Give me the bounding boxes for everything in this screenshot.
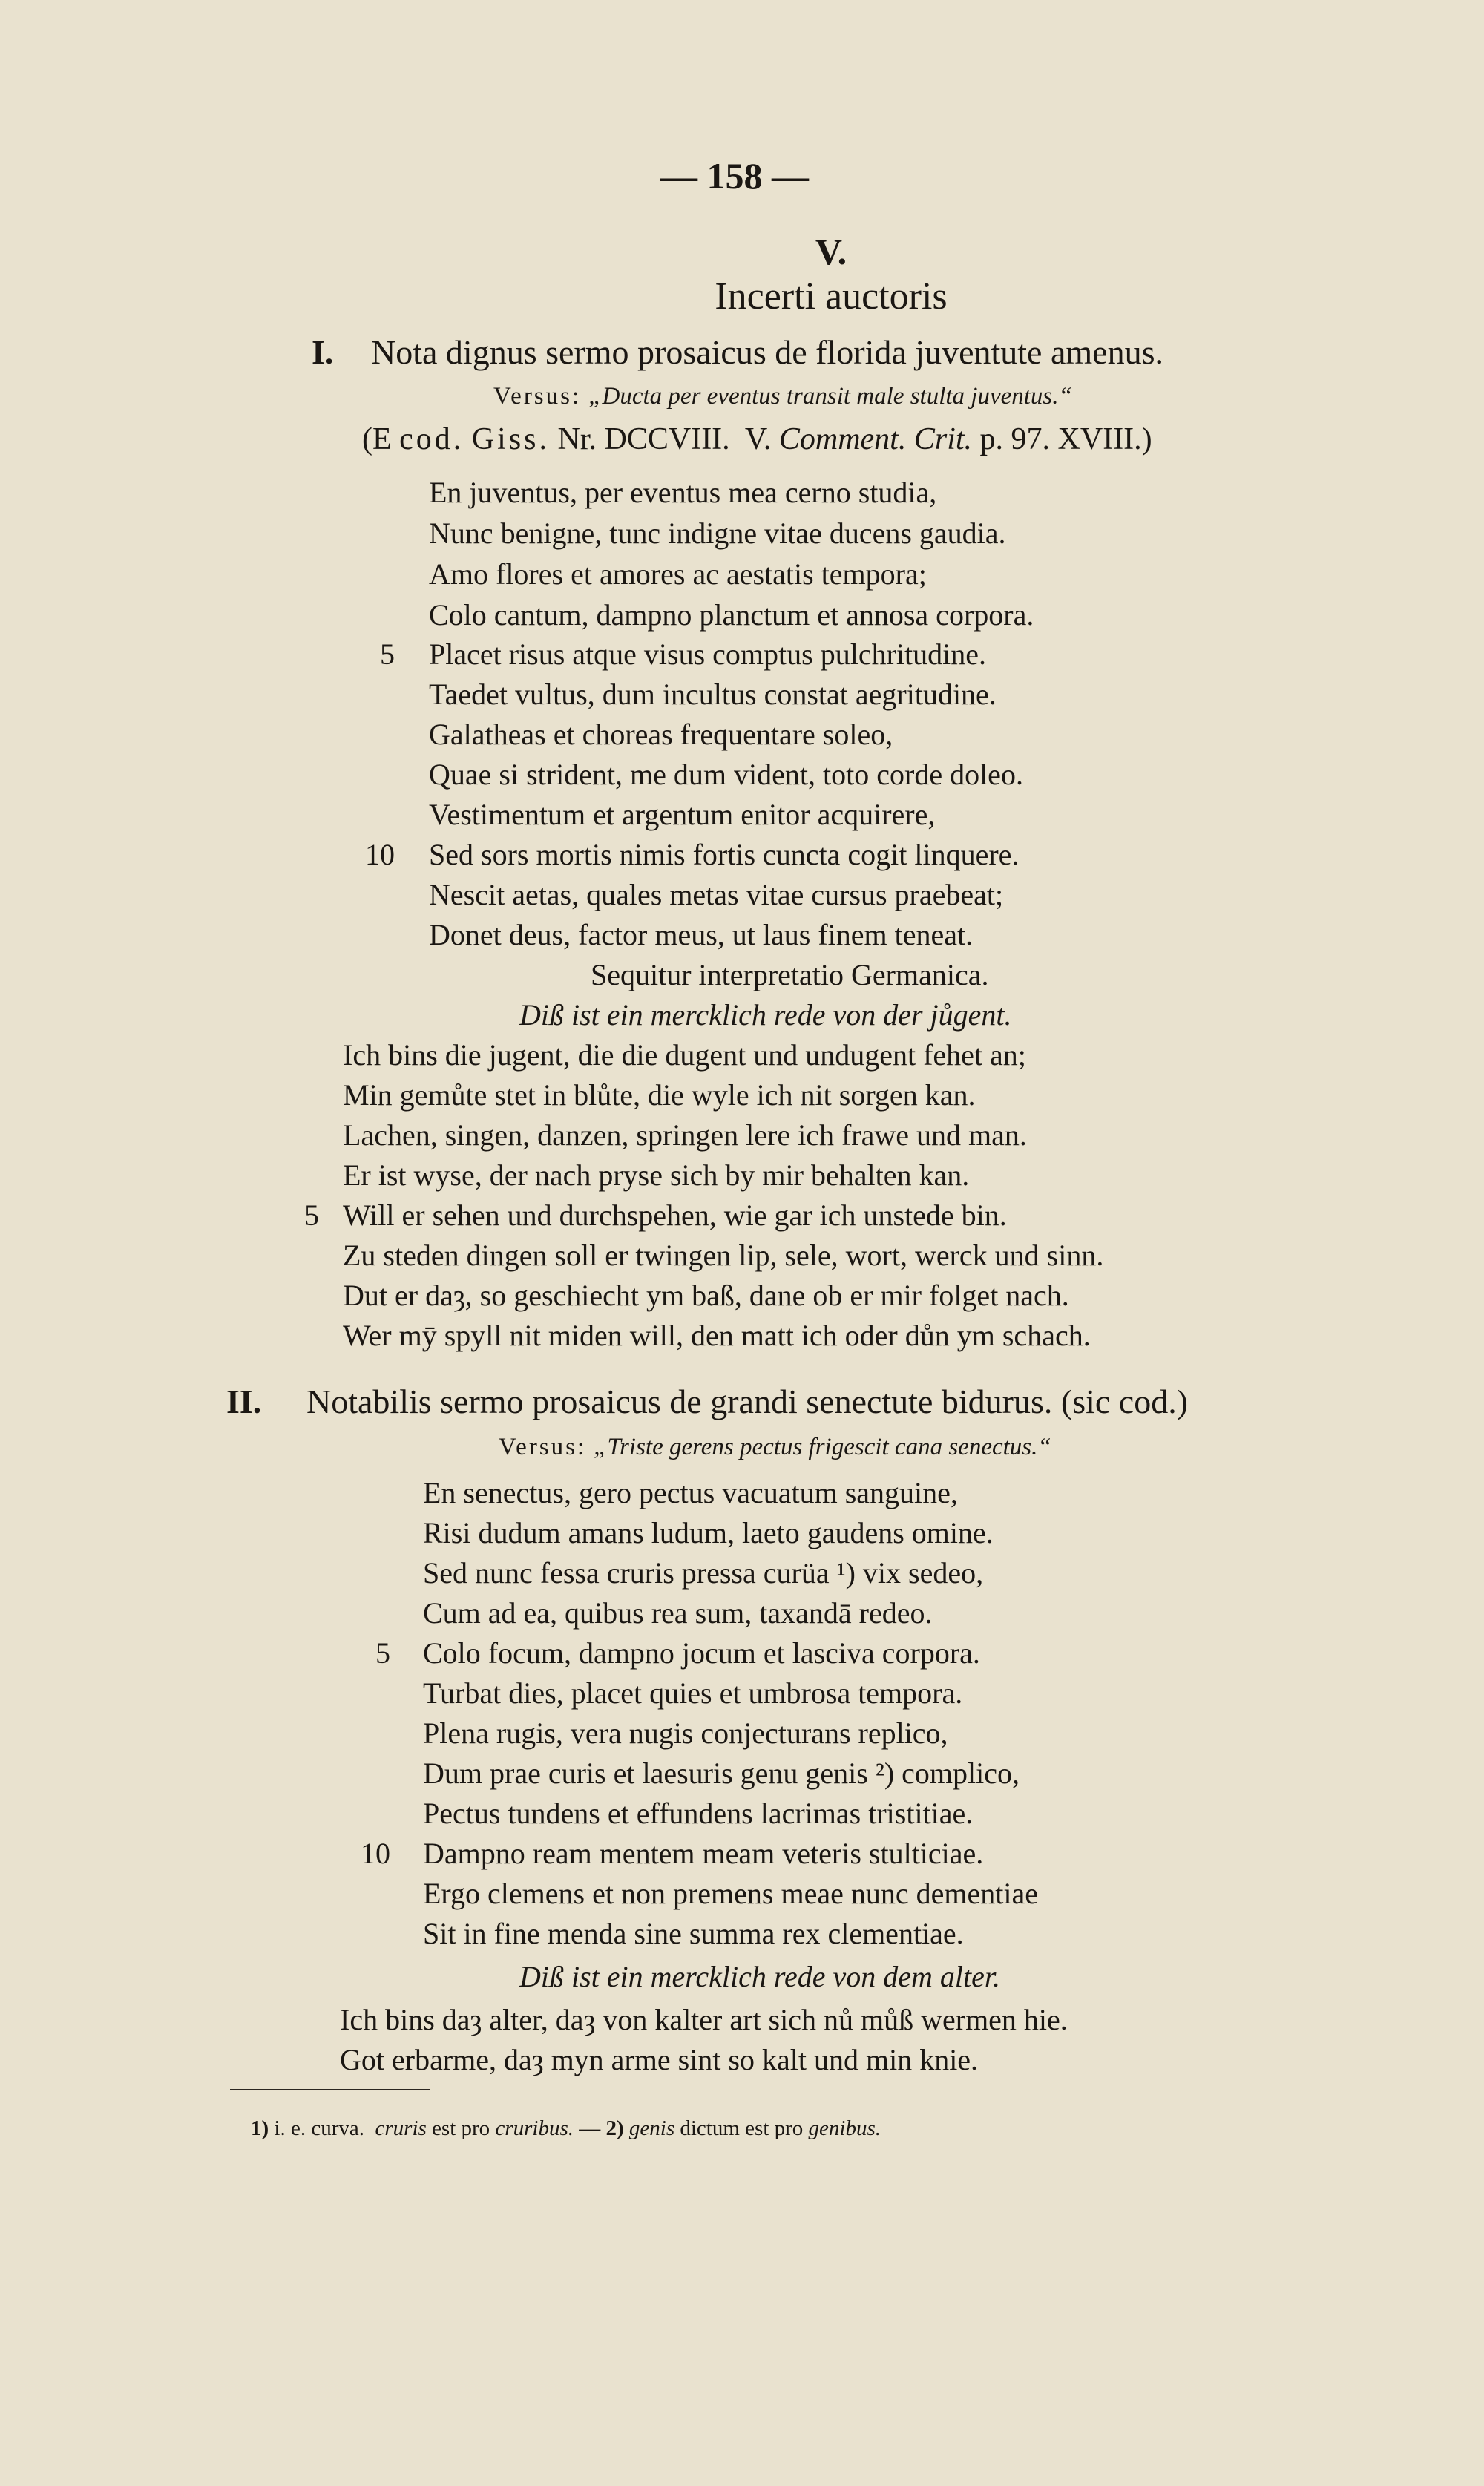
latin-line: Vestimentum et argentum enitor acquirere, [429,798,936,831]
latin-line: Placet risus atque visus comptus pulchritudine. [429,637,986,671]
part1-versus [493,383,1072,410]
german-line: Ich bins die jugent, die die dugent und undugent fehet an; [343,1038,1026,1072]
part2-heading-text: Notabilis sermo prosaicus de grandi senectute bidurus. (sic cod.) [306,1383,1189,1420]
part1-heading [312,332,1163,372]
source-number: DCCVIII. [604,422,730,456]
latin-line: Dampno ream mentem meam veteris stulticiae. [423,1837,984,1870]
footnote-rule [230,2089,430,2090]
latin-line: Donet deus, factor meus, ut laus finem teneat. [429,918,974,951]
latin-line: Nescit aetas, quales metas vitae cursus praebeat; [429,878,1004,911]
line-number: 5 [304,1198,319,1232]
footnote-2-text: dictum est pro [680,2116,804,2140]
latin-line: En juventus, per eventus mea cerno studia, [429,476,937,509]
interpretatio-heading: Sequitur interpretatio Germanica. [591,958,989,991]
latin-line: Turbat dies, placet quies et umbrosa tempora. [423,1676,963,1710]
source-open: (E [362,422,392,456]
latin-line: En senectus, gero pectus vacuatum sanguine, [423,1476,958,1509]
latin-line: Quae si strident, me dum vident, toto corde doleo. [429,758,1023,791]
part2-heading [226,1382,1188,1421]
source-v: V. [744,422,772,456]
source-comment: Comment. Crit. [778,422,973,456]
part2-versus-text: „Triste gerens pectus frigescit cana senectus.“ [594,1434,1051,1460]
footnote-2-term: genis [628,2116,675,2140]
footnote-2-marker: 2) [605,2116,624,2140]
german-line: Lachen, singen, danzen, springen lere ich frawe und man. [343,1118,1027,1152]
source-cod: cod. [399,422,464,456]
footnote-1-marker: 1) [251,2116,269,2140]
source-page: p. 97. [979,422,1051,456]
latin-line: Taedet vultus, dum incultus constat aegritudine. [429,678,997,711]
section-numeral: V. [815,231,847,272]
latin-line: Nunc benigne, tunc indigne vitae ducens gaudia. [429,516,1006,550]
german-line: Min gemůte stet in blůte, die wyle ich nit sorgen kan. [343,1078,976,1112]
footnote-1-term: cruribus. [495,2116,574,2140]
line-number: 10 [361,1837,390,1870]
german-line: Zu steden dingen soll er twingen lip, sele, wort, werck und sinn. [343,1239,1104,1272]
german-line: Will er sehen und durchspehen, wie gar ich unstede bin. [343,1198,1007,1232]
footnote-separator: — [579,2116,601,2140]
part1-source [362,422,1152,457]
latin-line: Galatheas et choreas frequentare soleo, [429,718,893,751]
latin-line: Sed sors mortis nimis fortis cuncta cogit linquere. [429,838,1020,871]
german-line: Ich bins daȝ alter, daȝ von kalter art sich nů můß wermen hie. [340,2003,1068,2036]
part1-numeral: I. [312,333,334,371]
latin-line: Sit in fine menda sine summa rex clementiae. [423,1917,964,1950]
footnote-1-term: cruris [375,2116,427,2140]
part1-versus-text: „Ducta per eventus transit male stulta juventus.“ [588,383,1072,410]
footnote-2-term: genibus. [808,2116,881,2140]
german-line: Wer mȳ spyll nit miden will, den matt ich oder důn ym schach. [343,1319,1091,1352]
latin-line: Pectus tundens et effundens lacrimas tristitiae. [423,1797,974,1830]
source-nr: Nr. [557,422,597,456]
part2-german-title: Diß ist ein mercklich rede von dem alter. [519,1960,1000,1993]
german-line: Dut er daȝ, so geschiecht ym baß, dane ob er mir folget nach. [343,1279,1069,1312]
latin-line: Colo cantum, dampno planctum et annosa corpora. [429,598,1034,632]
german-line: Got erbarme, daȝ myn arme sint so kalt und min knie. [340,2043,979,2076]
latin-line: Sed nunc fessa cruris pressa curüa ¹) vix sedeo, [423,1556,984,1590]
section-title: Incerti auctoris [715,275,948,318]
latin-line: Risi dudum amans ludum, laeto gaudens omine. [423,1516,994,1549]
footnote-1-text: i. e. curva. [274,2116,365,2140]
german-line: Er ist wyse, der nach pryse sich by mir behalten kan. [343,1158,970,1192]
latin-line: Amo flores et amores ac aestatis tempora; [429,557,927,591]
latin-line: Plena rugis, vera nugis conjecturans replico, [423,1716,948,1750]
part2-versus-label: Versus: [499,1434,587,1460]
footnote-1-text: est pro [432,2116,490,2140]
latin-line: Dum prae curis et laesuris genu genis ²) complico, [423,1757,1020,1790]
page-number: — 158 — [660,155,809,197]
source-close: XVIII.) [1057,422,1152,456]
line-number: 5 [375,1636,390,1670]
latin-line: Colo focum, dampno jocum et lasciva corpora. [423,1636,980,1670]
line-number: 5 [380,637,395,671]
latin-line: Ergo clemens et non premens meae nunc dementiae [423,1877,1038,1910]
part1-versus-label: Versus: [493,383,582,410]
footnotes [251,2116,881,2141]
part2-versus [499,1434,1051,1461]
line-number: 10 [365,838,395,871]
latin-line: Cum ad ea, quibus rea sum, taxandā redeo. [423,1596,933,1630]
source-giss: Giss. [471,422,551,456]
part1-heading-text: Nota dignus sermo prosaicus de florida juventute amenus. [371,333,1163,371]
part1-german-title: Diß ist ein mercklich rede von der jůgent. [519,998,1012,1032]
part2-numeral: II. [226,1383,262,1420]
